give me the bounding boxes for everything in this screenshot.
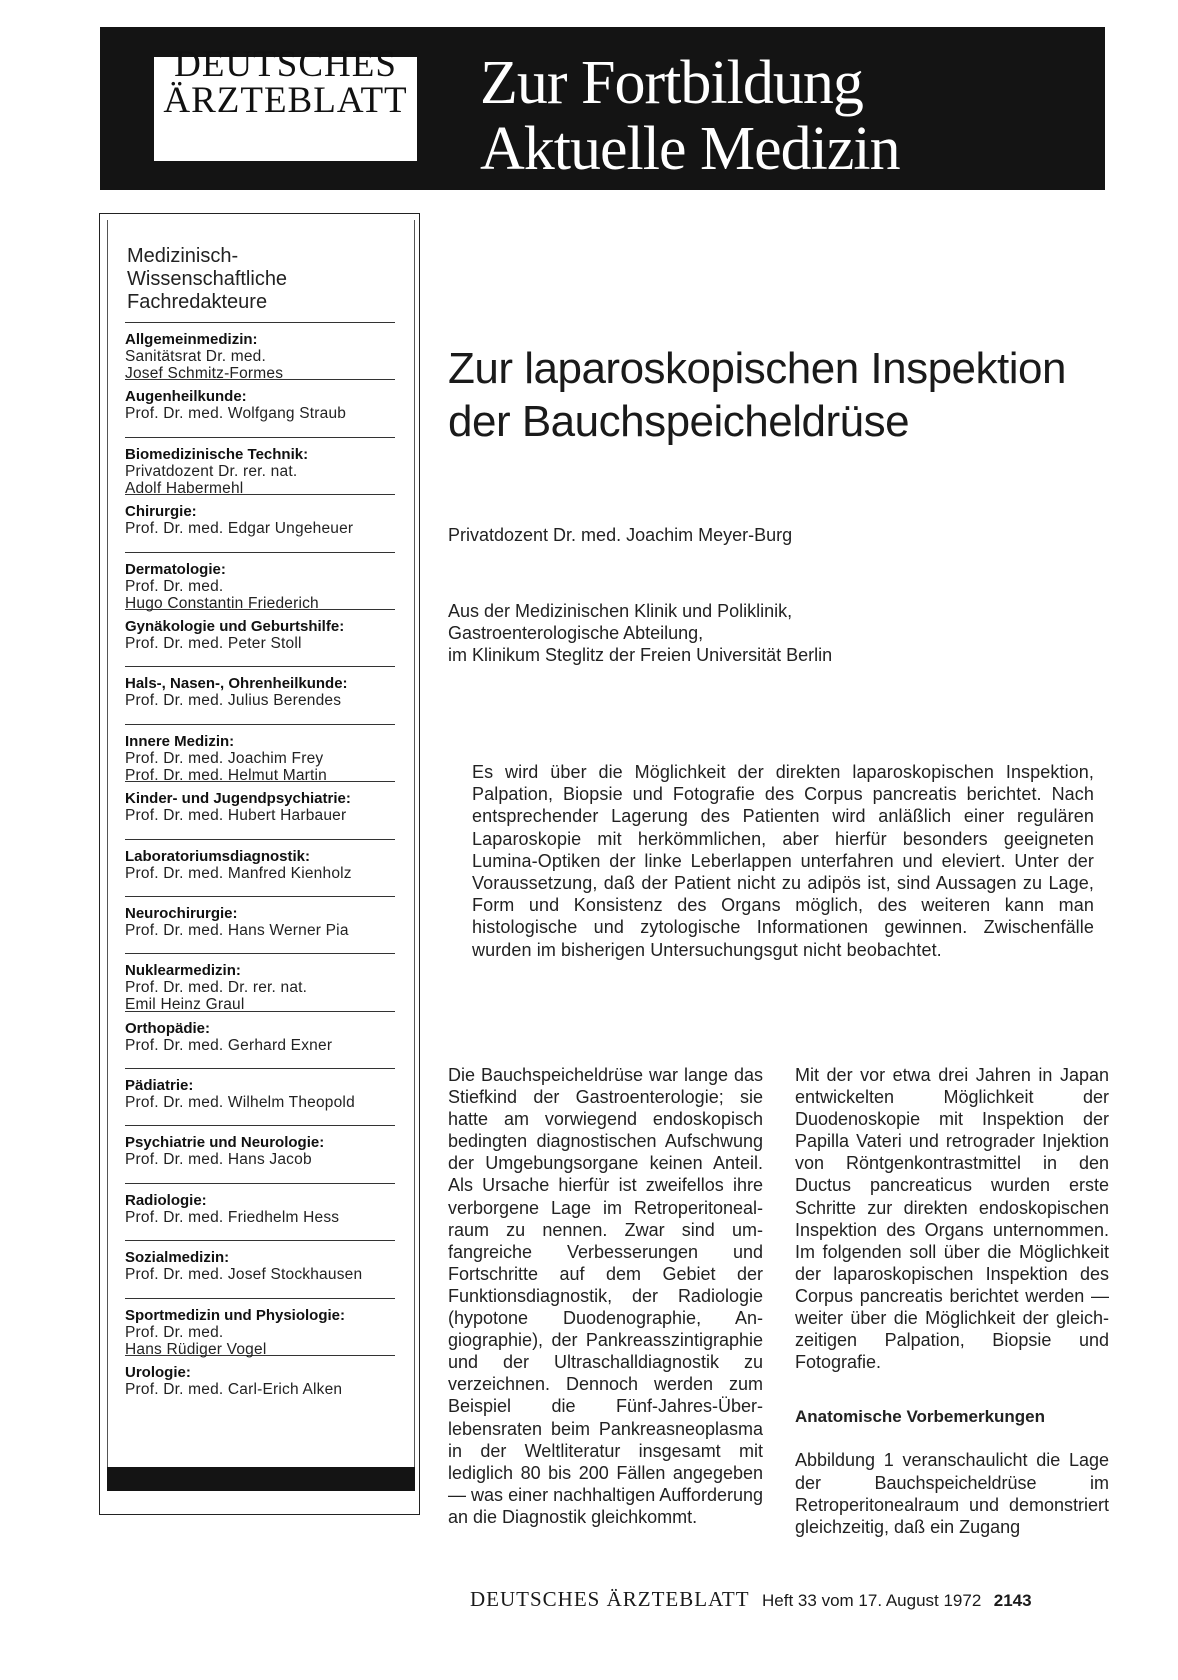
editor-field: Gynäkologie und Geburtshilfe: (125, 617, 345, 635)
editor-entry (125, 666, 395, 723)
sidebar-footer-bar (107, 1467, 415, 1491)
affiliation-line: Gastroenterologische Abteilung, (448, 623, 704, 643)
editor-entry (125, 1125, 395, 1182)
footer-issue: Heft 33 vom 17. August 1972 (762, 1591, 982, 1610)
editor-field: Innere Medizin: (125, 732, 235, 750)
article-affiliation (448, 600, 832, 666)
body-column-left (448, 1064, 763, 1528)
editor-entry (125, 953, 395, 1014)
editor-entry (125, 609, 395, 666)
editor-names: Prof. Dr. med. Wilhelm Theopold (125, 1094, 355, 1112)
editor-field: Biomedizinische Technik: (125, 445, 309, 463)
sidebar-heading: Medizinisch- Wissenschaftliche Fachredakteure (127, 245, 288, 313)
editor-field: Laboratoriumsdiagnostik: (125, 847, 311, 865)
editor-entry (125, 1298, 395, 1358)
editor-entry (125, 724, 395, 784)
affiliation-line: Aus der Medizinischen Klinik und Poliklinik, (448, 601, 793, 621)
body-paragraph: Die Bauchspeicheldrüse war lange das Stiefkind der Gastroenterologie; sie hatte am vorwiegend endoskopisch bedingten diagnostischen Aufschwung der Umgebungsorgane keinen Anteil. Als Ursache hierfür ist zweifellos ihre verborgene Lage im Retroperitonealraum zu nennen. Zwar sind umfangreiche Verbesserungen und Fortschritte auf dem Gebiet der Funktionsdiagnostik, der Radiologie (hypotone Duodenographie, Angiographie), der Pankreasszintigraphie und der Ultraschalldiagnostik zu verzeichnen. Dennoch werden zum Beispiel die Fünf-Jahres-Überlebensraten beim Pankreasneoplasma in der Weltliteratur insgesamt mit lediglich 80 bis 200 Fällen angegeben — was einer nachhaltigen Aufforderung an die Diagnostik gleichkommt. (448, 1065, 763, 1527)
body-column-right (795, 1064, 1109, 1538)
logo-text-line2: ÄRZTEBLATT (163, 80, 408, 121)
editor-field: Dermatologie: (125, 560, 226, 578)
editor-names: Prof. Dr. med. Josef Stockhausen (125, 1266, 363, 1284)
article-author: Privatdozent Dr. med. Joachim Meyer-Burg (448, 525, 793, 545)
editor-field: Allgemeinmedizin: (125, 331, 258, 348)
editor-names: Prof. Dr. med. Friedhelm Hess (125, 1208, 340, 1226)
footer-page-number: 2143 (993, 1591, 1032, 1610)
banner-title-line1: Zur Fortbildung (480, 49, 863, 117)
body-paragraph: Mit der vor etwa drei Jahren in Japan entwickelten Möglichkeit der Duodenoskopie mit Inspektion der Papilla Vateri und retrograder Injektion von Röntgenkontrastmittel in den Ductus pancreaticus wurden erste Schritte zur direkten endoskopischen Inspektion des Organs unternommen. Im folgenden soll über die Möglichkeit der laparoskopischen Inspektion des Corpus pancreatis berichtet werden — weiter über die Möglichkeit der gleichzeitigen Palpation, Biopsie und Fotografie. (795, 1065, 1109, 1373)
editor-entry (125, 322, 395, 382)
editor-names: Prof. Dr. med. Hugo Constantin Friederich (125, 577, 319, 612)
editor-field: Pädiatrie: (125, 1077, 194, 1095)
editor-field: Chirurgie: (125, 503, 197, 521)
editor-entry (125, 781, 395, 838)
editor-entry (125, 552, 395, 612)
editor-names: Prof. Dr. med. Gerhard Exner (125, 1036, 333, 1054)
footer-journal: DEUTSCHES ÄRZTEBLATT (470, 1587, 750, 1611)
editor-names: Prof. Dr. med. Hans Rüdiger Vogel (125, 1323, 267, 1358)
editor-entry (125, 1068, 395, 1125)
editor-field: Urologie: (125, 1364, 191, 1382)
editor-field: Neurochirurgie: (125, 904, 238, 922)
editor-entry (125, 839, 395, 896)
editor-field: Radiologie: (125, 1191, 207, 1209)
editor-field: Augenheilkunde: (125, 388, 247, 406)
section-heading: Anatomische Vorbemerkungen (795, 1407, 1046, 1427)
editor-names: Prof. Dr. med. Joachim Frey Prof. Dr. med. Helmut Martin (125, 749, 327, 784)
affiliation-line: im Klinikum Steglitz der Freien Universität Berlin (448, 645, 833, 665)
editor-field: Sportmedizin und Physiologie: (125, 1306, 346, 1324)
editor-entry (125, 1183, 395, 1240)
editor-names: Prof. Dr. med. Dr. rer. nat. Emil Heinz Graul (125, 979, 308, 1014)
editor-entry (125, 1355, 395, 1412)
body-paragraph: Abbildung 1 veranschaulicht die Lage der Bauchspeicheldrüse im Retroperitonealraum und demonstriert gleichzeitig, daß ein Zugang (795, 1450, 1109, 1537)
editor-names: Prof. Dr. med. Hans Jacob (125, 1151, 312, 1169)
editor-field: Orthopädie: (125, 1019, 210, 1037)
editor-field: Hals-, Nasen-, Ohrenheilkunde: (125, 675, 348, 693)
logo-text-line1: DEUTSCHES (174, 44, 397, 85)
editor-field: Sozialmedizin: (125, 1249, 230, 1267)
editor-field: Psychiatrie und Neurologie: (125, 1134, 325, 1152)
editor-list (125, 322, 395, 1412)
article-title-line2: der Bauchspeicheldrüse (448, 397, 910, 446)
editor-entry (125, 1240, 395, 1297)
editor-entry (125, 1011, 395, 1068)
article-title (448, 342, 1108, 448)
editor-names: Prof. Dr. med. Edgar Ungeheuer (125, 520, 354, 538)
editor-entry (125, 379, 395, 436)
editor-names: Sanitätsrat Dr. med. Josef Schmitz-Formes (125, 348, 284, 382)
editor-names: Prof. Dr. med. Julius Berendes (125, 692, 342, 710)
editor-names: Prof. Dr. med. Hans Werner Pia (125, 921, 349, 939)
editor-entry (125, 437, 395, 497)
article-abstract: Es wird über die Möglichkeit der direkten laparoskopischen Inspektion, Palpation, Biopsie und Fotografie des Corpus pancreatis berichtet. Nach entsprechender Lagerung des Patienten wird anläßlich einer regulären Laparoskopie mit herkömmlichen, aber hierfür besonders geeigneten Lumina-Optiken der linke Leberlappen unterfahren und eleviert. Unter der Voraussetzung, daß der Patient nicht zu adipös ist, sind Aussagen zu Lage, Form und Konsistenz des Organs möglich, des weiteren kann man histologische und zytologische Informationen gewinnen. Zwischenfälle wurden im bisherigen Untersuchungsgut nicht beobachtet. (472, 762, 1094, 960)
editor-entry (125, 896, 395, 953)
page-footer (470, 1587, 1032, 1612)
editor-names: Prof. Dr. med. Wolfgang Straub (125, 405, 347, 423)
editor-field: Kinder- und Jugendpsychiatrie: (125, 790, 351, 808)
editor-entry (125, 494, 395, 551)
article-title-line1: Zur laparoskopischen Inspektion (448, 344, 1066, 393)
editor-names: Prof. Dr. med. Manfred Kienholz (125, 864, 352, 882)
editor-names: Prof. Dr. med. Peter Stoll (125, 634, 302, 652)
editor-names: Prof. Dr. med. Carl-Erich Alken (125, 1381, 343, 1399)
editor-names: Prof. Dr. med. Hubert Harbauer (125, 807, 347, 825)
editor-field: Nuklearmedizin: (125, 962, 241, 980)
banner-title-line2: Aktuelle Medizin (480, 115, 900, 183)
editor-names: Privatdozent Dr. rer. nat. Adolf Habermehl (125, 462, 298, 497)
